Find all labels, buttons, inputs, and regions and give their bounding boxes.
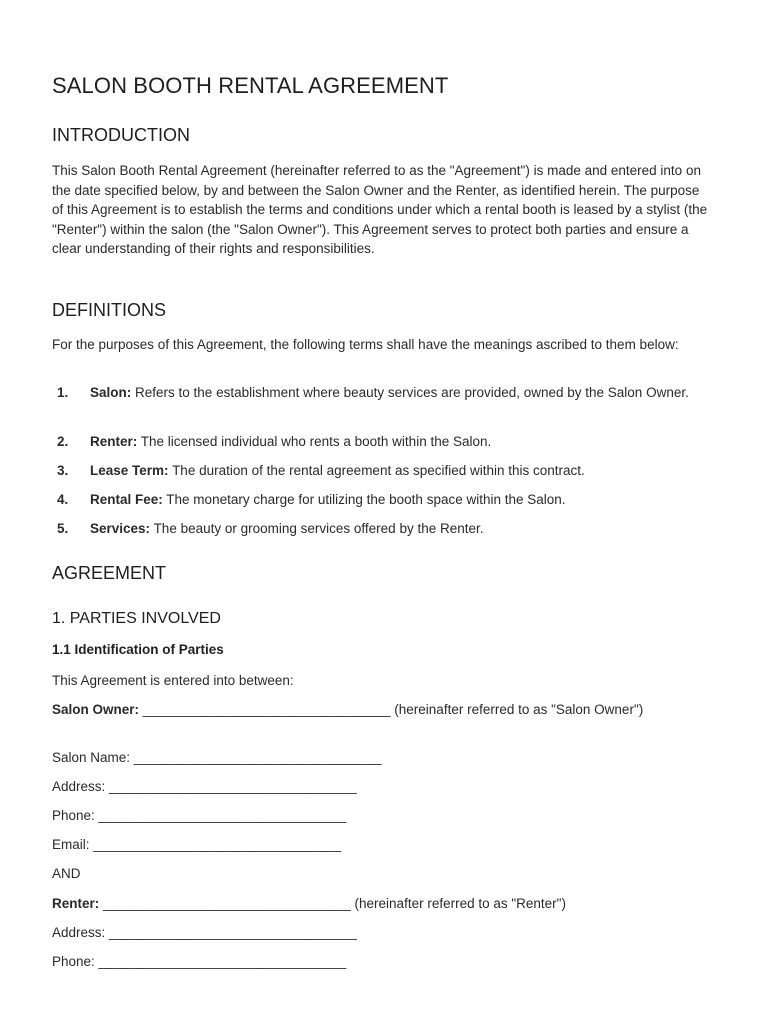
renter-blank: _________________________________ (hereinafter referred to as "Renter") <box>99 896 566 911</box>
salon-owner-field <box>52 700 710 720</box>
list-number: 2. <box>57 434 69 449</box>
list-item <box>52 461 710 481</box>
list-number: 3. <box>57 463 69 478</box>
salon-owner-label: Salon Owner: <box>52 702 140 717</box>
list-number: 4. <box>57 492 69 507</box>
definition-term: Salon: <box>90 385 132 400</box>
renter-field <box>52 894 710 914</box>
owner-address-field: Address: _________________________________ <box>52 779 357 794</box>
introduction-paragraph: This Salon Booth Rental Agreement (hereinafter referred to as the "Agreement") is made and entered into on the date specified below, by and between the Salon Owner and the Renter, as identified herein. The purpose of this Agreement is to establish the terms and conditions under which a rental booth is leased by a stylist (the "Renter") within the salon (the "Salon Owner"). This Agreement serves to protect both parties and ensure a clear understanding of their rights and responsibilities. <box>52 163 708 257</box>
section-1-heading: 1. PARTIES INVOLVED <box>52 610 221 627</box>
definition-term: Lease Term: <box>90 463 169 478</box>
list-number: 1. <box>57 385 69 400</box>
definition-term: Rental Fee: <box>90 492 163 507</box>
list-item <box>52 383 710 403</box>
and-separator: AND <box>52 866 81 881</box>
list-item <box>52 519 710 539</box>
list-number: 5. <box>57 521 69 536</box>
definition-term: Services: <box>90 521 151 536</box>
agreement-heading: AGREEMENT <box>52 563 167 583</box>
definition-text: The beauty or grooming services offered by the Renter. <box>153 521 484 536</box>
definitions-lead: For the purposes of this Agreement, the following terms shall have the meanings ascribed to them below: <box>52 337 679 352</box>
definitions-heading: DEFINITIONS <box>52 300 167 320</box>
renter-phone-field: Phone: _________________________________ <box>52 954 347 969</box>
renter-label: Renter: <box>52 896 100 911</box>
definition-text: Refers to the establishment where beauty services are provided, owned by the Salon Owner. <box>135 385 689 400</box>
salon-owner-blank: _________________________________ (hereinafter referred to as "Salon Owner") <box>139 702 644 717</box>
definition-text: The licensed individual who rents a booth within the Salon. <box>140 434 492 449</box>
list-item <box>52 432 710 452</box>
parties-lead: This Agreement is entered into between: <box>52 673 294 688</box>
list-item <box>52 490 710 510</box>
definition-text: The monetary charge for utilizing the booth space within the Salon. <box>166 492 566 507</box>
salon-name-field: Salon Name: _________________________________ <box>52 750 382 765</box>
owner-phone-field: Phone: _________________________________ <box>52 808 347 823</box>
subsection-1-1-heading: 1.1 Identification of Parties <box>52 642 224 657</box>
owner-email-field: Email: _________________________________ <box>52 837 342 852</box>
renter-address-field: Address: _________________________________ <box>52 925 357 940</box>
document-title: SALON BOOTH RENTAL AGREEMENT <box>52 73 449 98</box>
definition-term: Renter: <box>90 434 138 449</box>
introduction-heading: INTRODUCTION <box>52 125 190 145</box>
definition-text: The duration of the rental agreement as specified within this contract. <box>172 463 585 478</box>
